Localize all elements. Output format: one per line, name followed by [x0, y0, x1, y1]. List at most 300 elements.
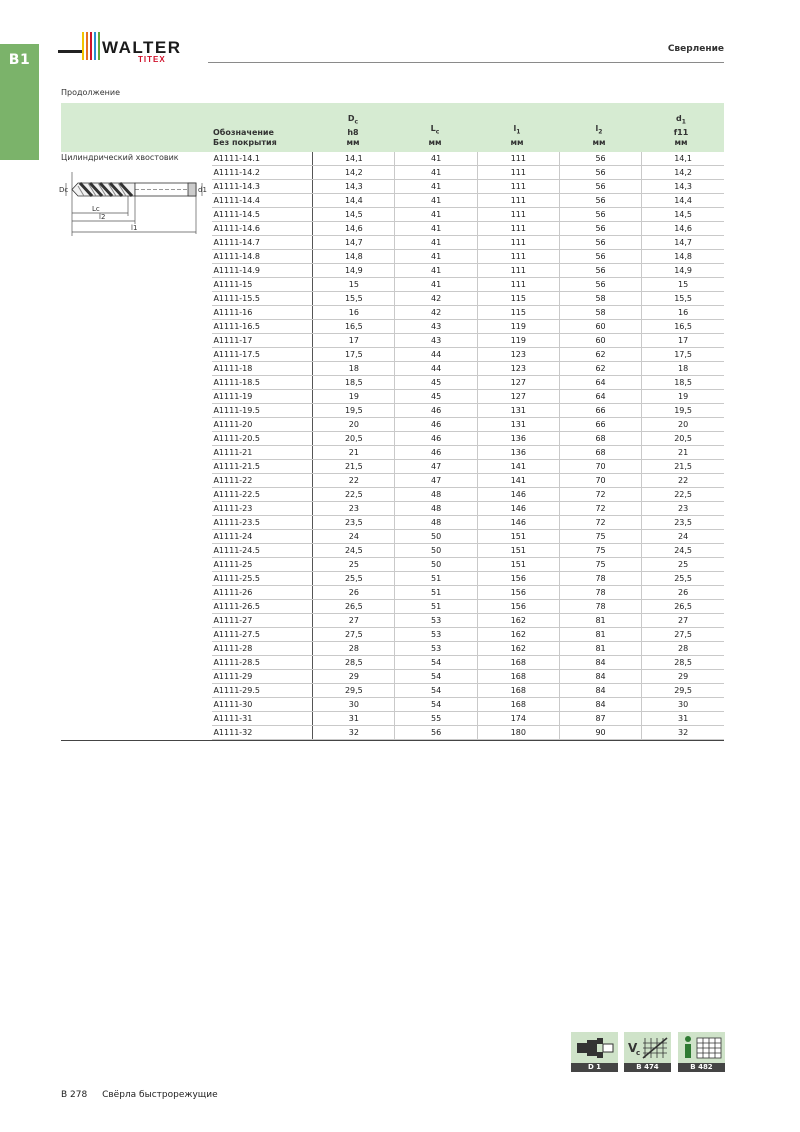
value-cell: 168	[477, 684, 559, 698]
value-cell: 174	[477, 712, 559, 726]
value-cell: 84	[559, 698, 641, 712]
value-cell: 50	[395, 530, 477, 544]
drill-label-l2: l2	[99, 213, 106, 221]
designation-cell: A1111-16.5	[212, 320, 312, 334]
value-cell: 111	[477, 250, 559, 264]
value-cell: 84	[559, 670, 641, 684]
value-cell: 111	[477, 222, 559, 236]
value-cell: 15	[313, 278, 395, 292]
value-cell: 58	[559, 306, 641, 320]
value-cell: 151	[477, 544, 559, 558]
value-cell: 111	[477, 166, 559, 180]
value-cell: 41	[395, 166, 477, 180]
value-cell: 75	[559, 558, 641, 572]
value-cell: 15,5	[313, 292, 395, 306]
value-cell: 23	[313, 502, 395, 516]
value-cell: 111	[477, 278, 559, 292]
header-rule	[208, 62, 724, 63]
value-cell: 43	[395, 320, 477, 334]
value-cell: 136	[477, 446, 559, 460]
column-header-3: $l_2$ мм	[592, 124, 606, 147]
designation-cell: A1111-23	[212, 502, 312, 516]
value-cell: 46	[395, 446, 477, 460]
value-cell: 23	[642, 502, 724, 516]
table-row	[61, 320, 724, 334]
value-cell: 18	[313, 362, 395, 376]
designation-cell: A1111-26.5	[212, 600, 312, 614]
value-cell: 28	[642, 642, 724, 656]
value-cell: 46	[395, 432, 477, 446]
drill-label-l1: l1	[131, 224, 138, 232]
ref-b474[interactable]	[624, 1032, 671, 1072]
value-cell: 162	[477, 614, 559, 628]
designation-cell: A1111-31	[212, 712, 312, 726]
row-spacer	[61, 320, 212, 334]
table-row	[61, 334, 724, 348]
value-cell: 17	[642, 334, 724, 348]
table-row	[61, 222, 724, 236]
value-cell: 168	[477, 698, 559, 712]
designation-cell: A1111-19	[212, 390, 312, 404]
table-row	[61, 152, 724, 166]
value-cell: 14,7	[313, 236, 395, 250]
designation-cell: A1111-28	[212, 642, 312, 656]
value-cell: 19,5	[313, 404, 395, 418]
logo-sub: TITEX	[138, 55, 166, 64]
row-spacer	[61, 614, 212, 628]
row-spacer	[61, 502, 212, 516]
value-cell: 56	[559, 152, 641, 166]
value-cell: 16,5	[642, 320, 724, 334]
value-cell: 21	[642, 446, 724, 460]
designation-cell: A1111-30	[212, 698, 312, 712]
value-cell: 136	[477, 432, 559, 446]
value-cell: 24	[313, 530, 395, 544]
column-header-4: $d_1$ f11 мм	[673, 114, 689, 147]
value-cell: 56	[395, 726, 477, 740]
row-spacer	[61, 278, 212, 292]
value-cell: 111	[477, 264, 559, 278]
value-cell: 41	[395, 278, 477, 292]
value-cell: 29	[642, 670, 724, 684]
value-cell: 123	[477, 348, 559, 362]
value-cell: 18,5	[642, 376, 724, 390]
value-cell: 156	[477, 600, 559, 614]
value-cell: 168	[477, 670, 559, 684]
row-spacer	[61, 558, 212, 572]
value-cell: 43	[395, 334, 477, 348]
row-spacer	[61, 586, 212, 600]
value-cell: 41	[395, 264, 477, 278]
value-cell: 81	[559, 628, 641, 642]
value-cell: 146	[477, 488, 559, 502]
value-cell: 26,5	[642, 600, 724, 614]
designation-cell: A1111-15.5	[212, 292, 312, 306]
value-cell: 111	[477, 194, 559, 208]
footer-title: Свёрла быстрорежущие	[102, 1090, 218, 1100]
value-cell: 31	[313, 712, 395, 726]
section-title: Сверление	[667, 44, 724, 54]
value-cell: 25,5	[313, 572, 395, 586]
value-cell: 66	[559, 404, 641, 418]
value-cell: 127	[477, 390, 559, 404]
value-cell: 115	[477, 292, 559, 306]
table-bottom-rule	[61, 740, 724, 741]
row-spacer	[61, 432, 212, 446]
designation-cell: A1111-18	[212, 362, 312, 376]
ref-b482-tag: B 482	[678, 1063, 725, 1072]
value-cell: 58	[559, 292, 641, 306]
value-cell: 168	[477, 656, 559, 670]
value-cell: 25,5	[642, 572, 724, 586]
value-cell: 19	[642, 390, 724, 404]
value-cell: 14,7	[642, 236, 724, 250]
value-cell: 51	[395, 586, 477, 600]
row-spacer	[61, 194, 212, 208]
table-row	[61, 502, 724, 516]
logo-brand: WALTER	[102, 38, 182, 57]
ref-d1-tag: D 1	[571, 1063, 618, 1072]
row-spacer	[61, 642, 212, 656]
table-row	[61, 586, 724, 600]
value-cell: 41	[395, 250, 477, 264]
cutting-data-icon	[626, 1034, 669, 1060]
designation-cell: A1111-16	[212, 306, 312, 320]
value-cell: 48	[395, 516, 477, 530]
row-spacer	[61, 222, 212, 236]
value-cell: 48	[395, 488, 477, 502]
value-cell: 22,5	[313, 488, 395, 502]
shank-label: Цилиндрический хвостовик	[61, 153, 179, 162]
table-row	[61, 376, 724, 390]
designation-cell: A1111-15	[212, 278, 312, 292]
value-cell: 14,6	[642, 222, 724, 236]
designation-cell: A1111-14.5	[212, 208, 312, 222]
value-cell: 56	[559, 264, 641, 278]
value-cell: 24,5	[642, 544, 724, 558]
designation-cell: A1111-24	[212, 530, 312, 544]
value-cell: 131	[477, 418, 559, 432]
value-cell: 146	[477, 502, 559, 516]
value-cell: 66	[559, 418, 641, 432]
table-header	[61, 103, 724, 152]
designation-cell: A1111-21	[212, 446, 312, 460]
value-cell: 45	[395, 390, 477, 404]
value-cell: 14,1	[642, 152, 724, 166]
column-header-0: $D_c$ h8 мм	[346, 114, 360, 147]
designation-cell: A1111-14.7	[212, 236, 312, 250]
value-cell: 31	[642, 712, 724, 726]
designation-cell: A1111-20	[212, 418, 312, 432]
value-cell: 26	[313, 586, 395, 600]
value-cell: 56	[559, 222, 641, 236]
value-cell: 14,2	[642, 166, 724, 180]
value-cell: 41	[395, 152, 477, 166]
value-cell: 68	[559, 432, 641, 446]
value-cell: 72	[559, 502, 641, 516]
value-cell: 21,5	[313, 460, 395, 474]
value-cell: 28	[313, 642, 395, 656]
table-row	[61, 264, 724, 278]
value-cell: 32	[313, 726, 395, 740]
value-cell: 47	[395, 460, 477, 474]
value-cell: 146	[477, 516, 559, 530]
chapter-tab	[0, 44, 39, 160]
table-row	[61, 544, 724, 558]
value-cell: 56	[559, 194, 641, 208]
value-cell: 90	[559, 726, 641, 740]
value-cell: 111	[477, 180, 559, 194]
table-row	[61, 348, 724, 362]
table-row	[61, 600, 724, 614]
value-cell: 62	[559, 348, 641, 362]
row-spacer	[61, 376, 212, 390]
value-cell: 23,5	[313, 516, 395, 530]
table-row	[61, 726, 724, 740]
table-row	[61, 446, 724, 460]
value-cell: 75	[559, 530, 641, 544]
designation-cell: A1111-14.2	[212, 166, 312, 180]
designation-cell: A1111-21.5	[212, 460, 312, 474]
table-row	[61, 474, 724, 488]
table-row	[61, 418, 724, 432]
table-row	[61, 614, 724, 628]
table-row	[61, 250, 724, 264]
value-cell: 17	[313, 334, 395, 348]
value-cell: 56	[559, 250, 641, 264]
row-spacer	[61, 264, 212, 278]
ref-d1[interactable]	[571, 1032, 618, 1072]
value-cell: 123	[477, 362, 559, 376]
value-cell: 14,9	[313, 264, 395, 278]
value-cell: 41	[395, 194, 477, 208]
designation-cell: A1111-29.5	[212, 684, 312, 698]
value-cell: 53	[395, 628, 477, 642]
designation-cell: A1111-14.9	[212, 264, 312, 278]
value-cell: 41	[395, 208, 477, 222]
row-spacer	[61, 698, 212, 712]
designation-cell: A1111-27.5	[212, 628, 312, 642]
designation-cell: A1111-22.5	[212, 488, 312, 502]
table-row	[61, 306, 724, 320]
chapter-tab-label: B1	[8, 52, 31, 68]
value-cell: 115	[477, 306, 559, 320]
value-cell: 50	[395, 558, 477, 572]
reference-icons	[571, 1032, 725, 1072]
value-cell: 28,5	[313, 656, 395, 670]
table-row	[61, 404, 724, 418]
value-cell: 14,4	[313, 194, 395, 208]
value-cell: 27,5	[642, 628, 724, 642]
designation-cell: A1111-29	[212, 670, 312, 684]
value-cell: 78	[559, 600, 641, 614]
value-cell: 21	[313, 446, 395, 460]
value-cell: 81	[559, 614, 641, 628]
value-cell: 51	[395, 600, 477, 614]
row-spacer	[61, 474, 212, 488]
value-cell: 78	[559, 586, 641, 600]
value-cell: 54	[395, 656, 477, 670]
value-cell: 28,5	[642, 656, 724, 670]
value-cell: 78	[559, 572, 641, 586]
designation-cell: A1111-14.1	[212, 152, 312, 166]
value-cell: 162	[477, 642, 559, 656]
value-cell: 111	[477, 236, 559, 250]
row-spacer	[61, 516, 212, 530]
page-footer	[61, 1090, 218, 1100]
designation-cell: A1111-25	[212, 558, 312, 572]
value-cell: 19,5	[642, 404, 724, 418]
row-spacer	[61, 152, 212, 166]
value-cell: 14,2	[313, 166, 395, 180]
designation-cell: A1111-25.5	[212, 572, 312, 586]
designation-cell: A1111-14.4	[212, 194, 312, 208]
value-cell: 14,8	[313, 250, 395, 264]
value-cell: 21,5	[642, 460, 724, 474]
value-cell: 18,5	[313, 376, 395, 390]
value-cell: 54	[395, 684, 477, 698]
value-cell: 64	[559, 376, 641, 390]
column-header-1: $L_c$ мм	[428, 124, 442, 147]
designation-cell: A1111-17.5	[212, 348, 312, 362]
designation-cell: A1111-23.5	[212, 516, 312, 530]
value-cell: 60	[559, 334, 641, 348]
value-cell: 53	[395, 642, 477, 656]
table-row	[61, 488, 724, 502]
designation-cell: A1111-32	[212, 726, 312, 740]
value-cell: 16	[313, 306, 395, 320]
value-cell: 17,5	[642, 348, 724, 362]
table-row	[61, 670, 724, 684]
ref-b474-tag: B 474	[624, 1063, 671, 1072]
value-cell: 29,5	[642, 684, 724, 698]
value-cell: 84	[559, 656, 641, 670]
designation-header-line2: Без покрытия	[213, 138, 277, 147]
value-cell: 56	[559, 278, 641, 292]
value-cell: 23,5	[642, 516, 724, 530]
value-cell: 70	[559, 474, 641, 488]
value-cell: 72	[559, 488, 641, 502]
value-cell: 22	[642, 474, 724, 488]
designation-cell: A1111-20.5	[212, 432, 312, 446]
value-cell: 44	[395, 362, 477, 376]
value-cell: 48	[395, 502, 477, 516]
row-spacer	[61, 712, 212, 726]
value-cell: 55	[395, 712, 477, 726]
value-cell: 17,5	[313, 348, 395, 362]
holder-icon	[573, 1034, 616, 1060]
value-cell: 84	[559, 684, 641, 698]
row-spacer	[61, 530, 212, 544]
row-spacer	[61, 544, 212, 558]
value-cell: 162	[477, 628, 559, 642]
designation-header-line1: Обозначение	[213, 128, 274, 137]
value-cell: 46	[395, 404, 477, 418]
value-cell: 32	[642, 726, 724, 740]
value-cell: 25	[642, 558, 724, 572]
drill-label-dc: Dc	[59, 186, 69, 194]
value-cell: 22,5	[642, 488, 724, 502]
value-cell: 180	[477, 726, 559, 740]
table-row	[61, 166, 724, 180]
value-cell: 81	[559, 642, 641, 656]
value-cell: 127	[477, 376, 559, 390]
value-cell: 15	[642, 278, 724, 292]
designation-cell: A1111-18.5	[212, 376, 312, 390]
value-cell: 14,6	[313, 222, 395, 236]
value-cell: 50	[395, 544, 477, 558]
value-cell: 119	[477, 334, 559, 348]
row-spacer	[61, 600, 212, 614]
value-cell: 14,3	[642, 180, 724, 194]
value-cell: 141	[477, 460, 559, 474]
value-cell: 47	[395, 474, 477, 488]
row-spacer	[61, 250, 212, 264]
value-cell: 62	[559, 362, 641, 376]
value-cell: 26,5	[313, 600, 395, 614]
designation-cell: A1111-14.8	[212, 250, 312, 264]
value-cell: 22	[313, 474, 395, 488]
value-cell: 14,9	[642, 264, 724, 278]
svg-text:V: V	[628, 1041, 638, 1055]
value-cell: 20,5	[313, 432, 395, 446]
value-cell: 16	[642, 306, 724, 320]
svg-text:c: c	[636, 1049, 641, 1057]
value-cell: 20,5	[642, 432, 724, 446]
row-spacer	[61, 670, 212, 684]
table-row	[61, 656, 724, 670]
designation-cell: A1111-17	[212, 334, 312, 348]
walter-titex-logo	[58, 32, 198, 66]
value-cell: 60	[559, 320, 641, 334]
ref-b482[interactable]	[678, 1032, 725, 1072]
value-cell: 111	[477, 152, 559, 166]
designation-header	[213, 128, 277, 148]
table-row	[61, 362, 724, 376]
value-cell: 151	[477, 558, 559, 572]
row-spacer	[61, 488, 212, 502]
value-cell: 64	[559, 390, 641, 404]
value-cell: 54	[395, 698, 477, 712]
designation-cell: A1111-19.5	[212, 404, 312, 418]
value-cell: 156	[477, 572, 559, 586]
table-row	[61, 684, 724, 698]
row-spacer	[61, 404, 212, 418]
row-spacer	[61, 362, 212, 376]
value-cell: 141	[477, 474, 559, 488]
row-spacer	[61, 334, 212, 348]
designation-cell: A1111-24.5	[212, 544, 312, 558]
row-spacer	[61, 460, 212, 474]
value-cell: 27,5	[313, 628, 395, 642]
table-row	[61, 572, 724, 586]
logo-line	[58, 50, 84, 53]
value-cell: 14,5	[642, 208, 724, 222]
table-row	[61, 460, 724, 474]
designation-cell: A1111-14.3	[212, 180, 312, 194]
table-row	[61, 390, 724, 404]
value-cell: 41	[395, 222, 477, 236]
value-cell: 44	[395, 348, 477, 362]
row-spacer	[61, 292, 212, 306]
table-row	[61, 180, 724, 194]
value-cell: 42	[395, 306, 477, 320]
table-row	[61, 236, 724, 250]
value-cell: 20	[313, 418, 395, 432]
value-cell: 15,5	[642, 292, 724, 306]
row-spacer	[61, 684, 212, 698]
value-cell: 54	[395, 670, 477, 684]
